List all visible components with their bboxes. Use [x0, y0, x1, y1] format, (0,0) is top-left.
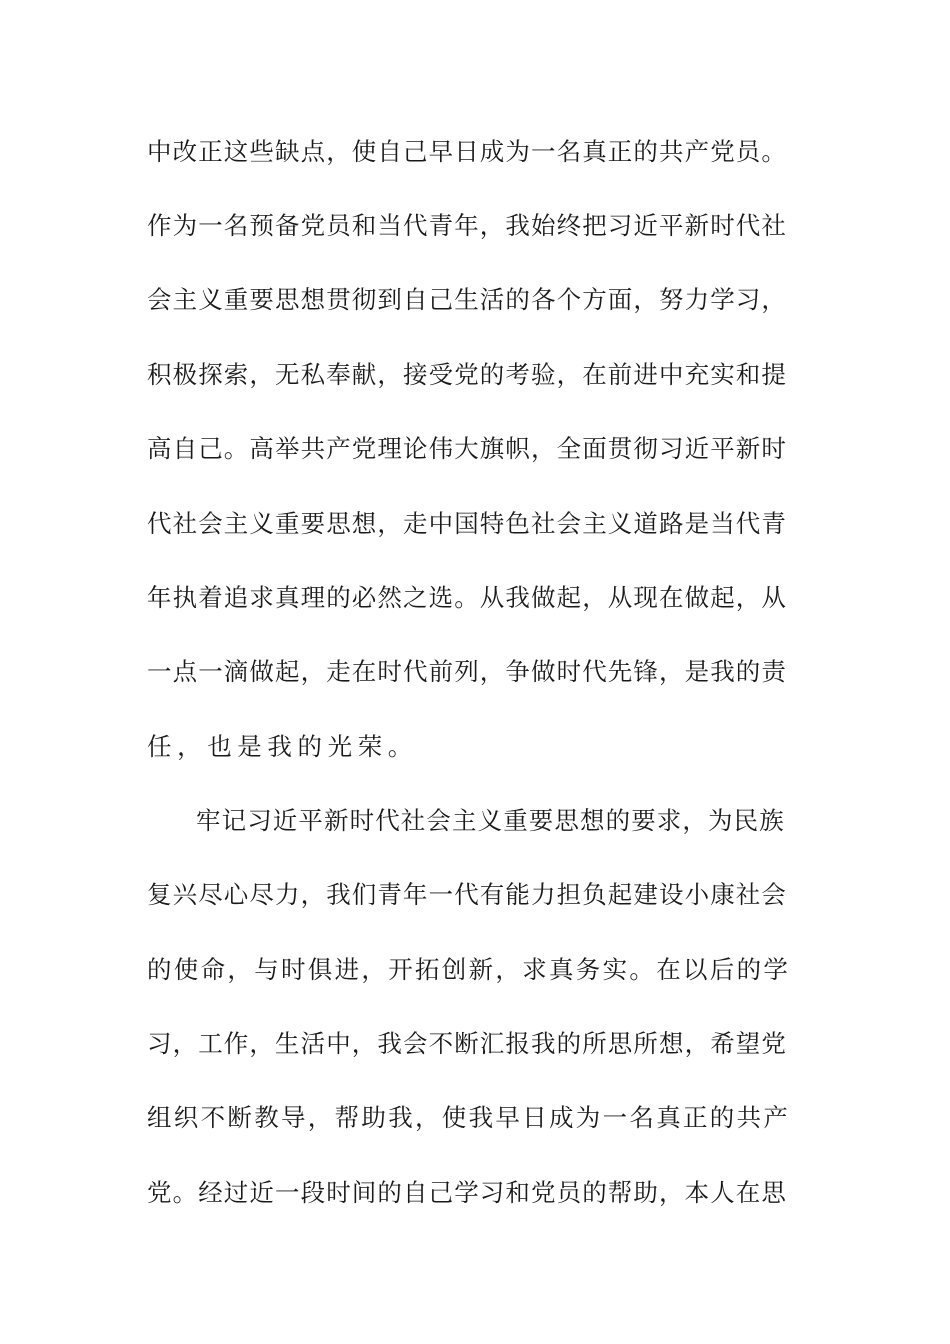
text-line: 任，也是我的光荣。	[147, 732, 418, 761]
text-line: 代社会主义重要思想，走中国特色社会主义道路是当代青	[147, 509, 787, 538]
paragraph-first-line: 牢记习近平新时代社会主义重要思想的要求，为民族	[196, 806, 785, 835]
text-line: 年执着追求真理的必然之选。从我做起，从现在做起，从	[147, 583, 787, 612]
text-line: 党。经过近一段时间的自己学习和党员的帮助，本人在思	[147, 1178, 787, 1207]
text-line: 高自己。高举共产党理论伟大旗帜，全面贯彻习近平新时	[147, 434, 787, 463]
text-line: 的使命，与时俱进，开拓创新，求真务实。在以后的学	[147, 955, 791, 984]
text-line: 组织不断教导，帮助我，使我早日成为一名真正的共产	[147, 1103, 791, 1132]
text-line: 作为一名预备党员和当代青年，我始终把习近平新时代社	[147, 211, 787, 240]
text-line: 复兴尽心尽力，我们青年一代有能力担负起建设小康社会	[147, 880, 787, 909]
text-line: 积极探索，无私奉献，接受党的考验，在前进中充实和提	[147, 360, 787, 389]
text-line: 中改正这些缺点，使自己早日成为一名真正的共产党员。	[147, 137, 787, 166]
text-line: 习，工作，生活中，我会不断汇报我的所思所想，希望党	[147, 1029, 787, 1058]
text-line: 会主义重要思想贯彻到自己生活的各个方面，努力学习，	[147, 285, 787, 314]
text-line: 一点一滴做起，走在时代前列，争做时代先锋，是我的责	[147, 657, 787, 686]
